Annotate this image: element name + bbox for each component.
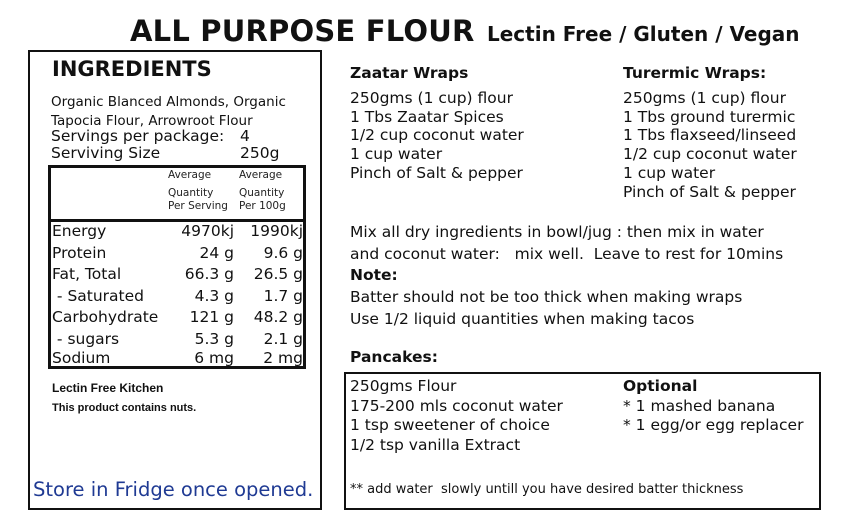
nutrition-row-per-serving: 66.3 g: [184, 265, 234, 283]
turmeric-line: 1 cup water: [623, 164, 716, 182]
nutrition-row-per-serving: 121 g: [189, 308, 234, 326]
zaatar-line: Pinch of Salt & pepper: [350, 164, 523, 182]
nutrition-row-label: - Saturated: [52, 286, 145, 305]
nutrition-row-label: Energy: [52, 222, 107, 240]
zaatar-line: 1 Tbs Zaatar Spices: [350, 107, 504, 126]
nuts-warning: This product contains nuts.: [52, 402, 197, 414]
pancake-line: 1/2 tsp vanilla Extract: [350, 436, 521, 454]
nutrition-row-per-serving: 4.3 g: [194, 286, 234, 305]
turmeric-line: 1 Tbs ground turermic: [623, 107, 796, 126]
zaatar-line: 250gms (1 cup) flour: [350, 89, 513, 107]
nutrition-row-per-serving: 4970kj: [181, 222, 234, 240]
zaatar-title: Zaatar Wraps: [350, 64, 469, 82]
nutrition-row-per-serving: 5.3 g: [194, 329, 234, 348]
nutrition-row-per-100g: 2.1 g: [263, 329, 303, 348]
pancake-line: 175-200 mls coconut water: [350, 397, 563, 415]
nutrition-row-per-100g: 26.5 g: [253, 265, 303, 283]
pancakes-title: Pancakes:: [350, 348, 438, 366]
note-line-1: Batter should not be too thick when making wraps: [350, 288, 743, 306]
nutrition-row-per-100g: 2 mg: [263, 349, 303, 367]
col2-header-2: Quantity: [239, 187, 285, 199]
zaatar-line: 1/2 cup coconut water: [350, 126, 524, 144]
nutrition-row-label: Carbohydrate: [52, 308, 159, 326]
nutrition-row-per-100g: 9.6 g: [263, 243, 303, 262]
nutrition-row-per-serving: 6 mg: [194, 349, 234, 367]
col2-header-3: Per 100g: [239, 200, 286, 212]
note-line-2: Use 1/2 liquid quantities when making tacos: [350, 310, 695, 328]
instruction-line-1: Mix all dry ingredients in bowl/jug : then mix in water: [350, 223, 764, 241]
optional-title: Optional: [623, 377, 698, 395]
instruction-line-2: and coconut water: mix well. Leave to rest for 10mins: [350, 245, 784, 263]
nutrition-row-per-100g: 48.2 g: [253, 308, 303, 326]
optional-line: * 1 egg/or egg replacer: [623, 416, 804, 434]
nutrition-row-per-100g: 1.7 g: [263, 286, 303, 305]
pancake-footnote: ** add water slowly untill you have desired batter thickness: [350, 482, 744, 497]
nutrition-row-label: Sodium: [52, 349, 111, 367]
turmeric-title: Turermic Wraps:: [623, 64, 767, 82]
zaatar-line: 1 cup water: [350, 144, 443, 163]
nutrition-row-per-100g: 1990kj: [250, 222, 303, 240]
note-label: Note:: [350, 266, 398, 284]
optional-line: * 1 mashed banana: [623, 397, 776, 415]
product-title: ALL PURPOSE FLOUR: [130, 14, 475, 48]
ingredients-line-2: Tapocia Flour, Arrowroot Flour: [51, 113, 253, 129]
col1-header-3: Per Serving: [168, 200, 228, 212]
nutrition-row-label: Fat, Total: [52, 265, 122, 283]
product-subtitle: Lectin Free / Gluten / Vegan: [487, 22, 800, 46]
ingredients-line-1: Organic Blanced Almonds, Organic: [51, 94, 286, 110]
col1-header-1: Average: [168, 169, 212, 181]
serving-size-value: 250g: [240, 144, 280, 162]
col2-header-1: Average: [239, 169, 283, 181]
storage-instruction: Store in Fridge once opened.: [33, 478, 314, 501]
turmeric-line: 1/2 cup coconut water: [623, 144, 797, 163]
nutrition-row-per-serving: 24 g: [199, 243, 234, 262]
nutrition-row-label: Protein: [52, 243, 107, 262]
serving-size-label: Serviving Size: [51, 144, 161, 162]
nutrition-row-label: - sugars: [52, 329, 120, 348]
kitchen-name: Lectin Free Kitchen: [52, 381, 164, 395]
turmeric-line: 250gms (1 cup) flour: [623, 89, 786, 107]
ingredients-heading: INGREDIENTS: [52, 57, 212, 81]
turmeric-line: Pinch of Salt & pepper: [623, 182, 796, 201]
pancake-line: 1 tsp sweetener of choice: [350, 416, 550, 434]
pancake-line: 250gms Flour: [350, 377, 457, 395]
servings-label: Servings per package:: [51, 127, 225, 145]
turmeric-line: 1 Tbs flaxseed/linseed: [623, 126, 797, 144]
servings-value: 4: [240, 127, 250, 145]
col1-header-2: Quantity: [168, 187, 214, 199]
